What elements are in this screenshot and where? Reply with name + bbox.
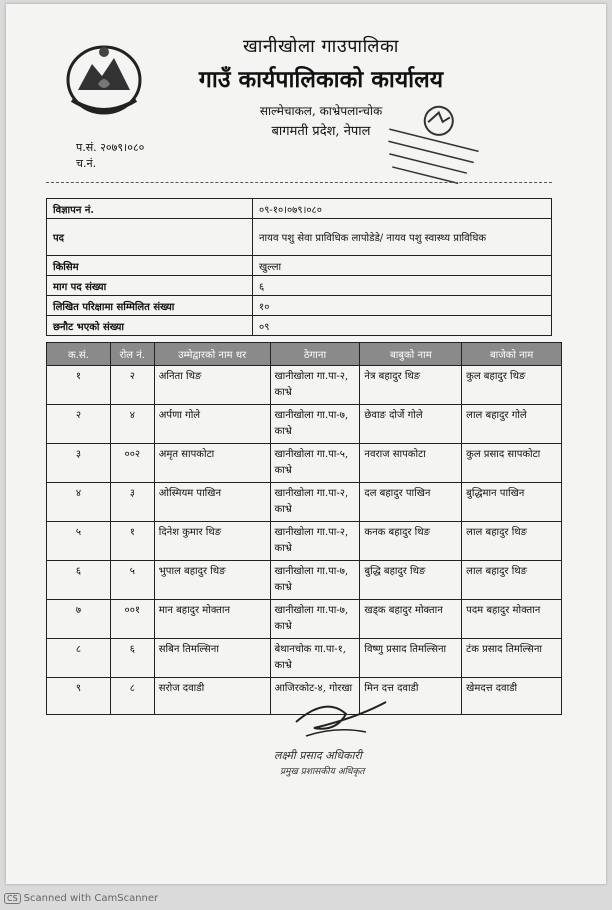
table-row — [47, 561, 562, 600]
info-value: ०९ — [253, 316, 552, 336]
table-row — [47, 444, 562, 483]
cell-roll: ५ — [110, 561, 154, 600]
cell-name: सबिन तिमल्सिना — [154, 639, 270, 678]
cell-grandfather: कुल बहादुर थिङ — [462, 366, 562, 405]
info-key: लिखित परिक्षामा सम्मिलित संख्या — [47, 296, 253, 316]
table-row — [47, 600, 562, 639]
col-header-father: बाबुको नाम — [360, 343, 462, 366]
cell-roll: ४ — [110, 405, 154, 444]
cell-address: बेथानचोक गा.पा-१, काभ्रे — [270, 639, 360, 678]
cell-serial: २ — [47, 405, 111, 444]
cell-roll: ००१ — [110, 600, 154, 639]
cell-grandfather: कुल प्रसाद सापकोटा — [462, 444, 562, 483]
info-value: ०९-१०।०७९।०८० — [253, 199, 552, 219]
cell-father: कनक बहादुर थिङ — [360, 522, 462, 561]
cell-name: भुपाल बहादुर थिङ — [154, 561, 270, 600]
cell-father: विष्णु प्रसाद तिमल्सिना — [360, 639, 462, 678]
col-header-roll: रोल नं. — [110, 343, 154, 366]
table-header-row — [47, 343, 562, 366]
info-value: १० — [253, 296, 552, 316]
info-value: खुल्ला — [253, 256, 552, 276]
cell-grandfather: बुद्धिमान पाखिन — [462, 483, 562, 522]
nepal-emblem-icon — [58, 40, 150, 118]
cell-serial: ८ — [47, 639, 111, 678]
col-header-name: उम्मेद्वारको नाम थर — [154, 343, 270, 366]
cell-name: दिनेश कुमार थिङ — [154, 522, 270, 561]
info-key: माग पद संख्या — [47, 276, 253, 296]
cell-address: खानीखोला गा.पा-२, काभ्रे — [270, 522, 360, 561]
cell-father: नवराज सापकोटा — [360, 444, 462, 483]
office-name: गाउँ कार्यपालिकाको कार्यालय — [198, 66, 444, 93]
cell-address: आजिरकोट-४, गोरखा — [270, 678, 360, 715]
cell-address: खानीखोला गा.पा-७, काभ्रे — [270, 405, 360, 444]
info-row — [47, 276, 552, 296]
notice-page — [6, 4, 606, 884]
col-header-grandfather: बाजेको नाम — [462, 343, 562, 366]
info-key: छनौट भएको संख्या — [47, 316, 253, 336]
cell-address: खानीखोला गा.पा-२, काभ्रे — [270, 483, 360, 522]
info-value: ६ — [253, 276, 552, 296]
info-row — [47, 296, 552, 316]
info-value: नायव पशु सेवा प्राविधिक लापोडेडे/ नायव पशु स्वास्थ्य प्राविधिक — [253, 219, 552, 256]
cell-serial: ४ — [47, 483, 111, 522]
cell-serial: ६ — [47, 561, 111, 600]
cell-father: दल बहादुर पाखिन — [360, 483, 462, 522]
table-row — [47, 522, 562, 561]
info-key: पद — [47, 219, 253, 256]
cell-roll: २ — [110, 366, 154, 405]
cell-grandfather: खेमदत्त दवाडी — [462, 678, 562, 715]
cell-father: बुद्धि बहादुर थिङ — [360, 561, 462, 600]
cell-name: ओस्मियम पाखिन — [154, 483, 270, 522]
cell-name: अर्पणा गोले — [154, 405, 270, 444]
cell-serial: ९ — [47, 678, 111, 715]
signature-icon — [266, 692, 406, 742]
cell-name: मान बहादुर मोक्तान — [154, 600, 270, 639]
info-key: विज्ञापन नं. — [47, 199, 253, 219]
cell-address: खानीखोला गा.पा-५, काभ्रे — [270, 444, 360, 483]
col-header-serial: क.सं. — [47, 343, 111, 366]
cell-grandfather: पदम बहादुर मोक्तान — [462, 600, 562, 639]
cell-roll: ८ — [110, 678, 154, 715]
info-row — [47, 199, 552, 219]
cell-roll: १ — [110, 522, 154, 561]
office-province: बागमती प्रदेश, नेपाल — [271, 124, 371, 139]
camscanner-logo-icon: CS — [4, 893, 21, 904]
table-row — [47, 405, 562, 444]
dispatch-number: च.नं. — [76, 157, 97, 170]
cell-serial: ३ — [47, 444, 111, 483]
cell-grandfather: टंक प्रसाद तिमल्सिना — [462, 639, 562, 678]
divider — [46, 182, 552, 183]
cell-serial: १ — [47, 366, 111, 405]
signatory-title: प्रमुख प्रशासकीय अधिकृत — [280, 767, 365, 777]
cell-grandfather: लाल बहादुर गोले — [462, 405, 562, 444]
cell-father: छेवाङ दोर्जे गोले — [360, 405, 462, 444]
scanner-footer-text: Scanned with CamScanner — [23, 893, 159, 904]
vacancy-info-table — [46, 198, 552, 336]
cell-serial: ७ — [47, 600, 111, 639]
cell-father: खड्क बहादुर मोक्तान — [360, 600, 462, 639]
info-key: किसिम — [47, 256, 253, 276]
cell-grandfather: लाल बहादुर थिङ — [462, 522, 562, 561]
candidates-table — [46, 342, 562, 715]
table-row — [47, 366, 562, 405]
cell-name: अमृत सापकोटा — [154, 444, 270, 483]
info-row — [47, 219, 552, 256]
cell-father: नेत्र बहादुर थिङ — [360, 366, 462, 405]
cell-name: सरोज दवाडी — [154, 678, 270, 715]
cell-address: खानीखोला गा.पा-२, काभ्रे — [270, 366, 360, 405]
scanner-footer — [4, 893, 158, 904]
col-header-address: ठेगाना — [270, 343, 360, 366]
cell-father: मिन दत्त दवाडी — [360, 678, 462, 715]
cell-address: खानीखोला गा.पा-७, काभ्रे — [270, 600, 360, 639]
reference-number: प.सं. २०७९।०८० — [76, 141, 145, 154]
cell-grandfather: लाल बहादुर थिङ — [462, 561, 562, 600]
table-row — [47, 483, 562, 522]
info-row — [47, 256, 552, 276]
signatory-name: लक्ष्मी प्रसाद अधिकारी — [274, 749, 362, 762]
cell-roll: ६ — [110, 639, 154, 678]
cell-serial: ५ — [47, 522, 111, 561]
cell-address: खानीखोला गा.पा-७, काभ्रे — [270, 561, 360, 600]
office-address: साल्मेचाकल, काभ्रेपलान्चोक — [259, 104, 383, 118]
municipality-name: खानीखोला गाउपालिका — [243, 36, 399, 57]
info-row — [47, 316, 552, 336]
cell-roll: ००२ — [110, 444, 154, 483]
cell-name: अनिता थिङ — [154, 366, 270, 405]
cell-roll: ३ — [110, 483, 154, 522]
table-row — [47, 639, 562, 678]
